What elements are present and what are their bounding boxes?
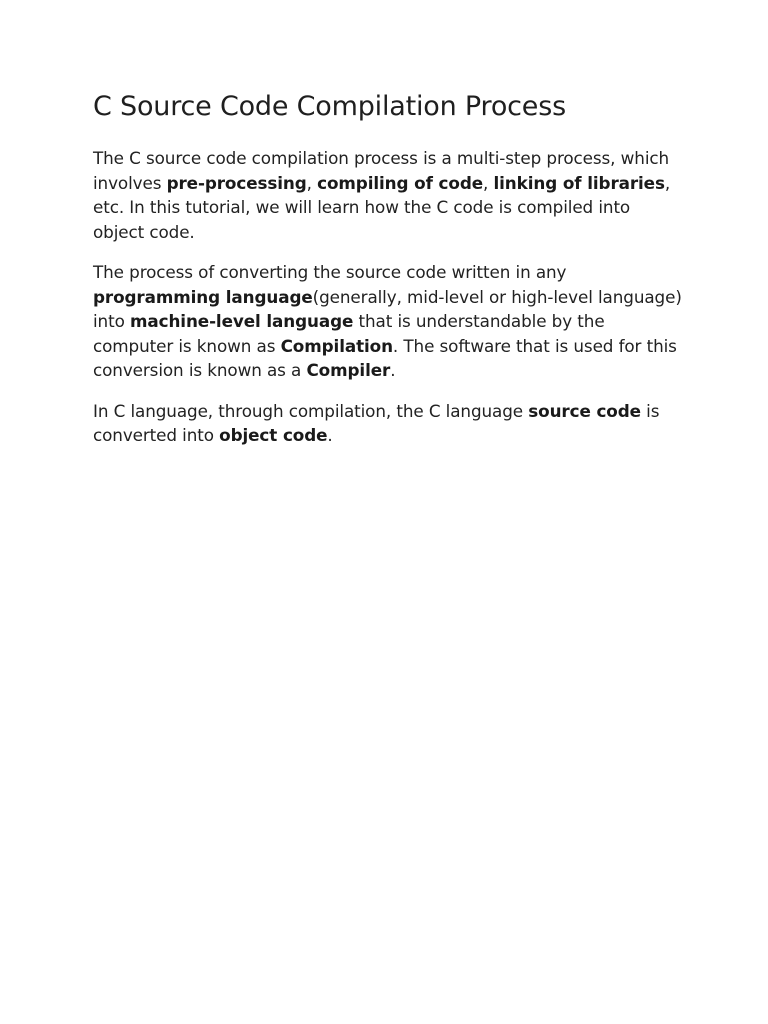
- text-segment: .: [390, 360, 396, 380]
- text-segment: is converted into: [93, 400, 660, 445]
- text-segment: In C language, through compilation, the C language: [93, 400, 529, 421]
- bold-term-machine-level-language: machine-level language: [129, 311, 354, 331]
- text-segment: that is understandable by the computer is known as: [93, 311, 605, 356]
- text-segment: .: [327, 425, 333, 445]
- bold-term-linking-of-libraries: linking of libraries: [493, 172, 665, 193]
- text-segment: The process of converting the source code written in any: [93, 262, 567, 282]
- document-page: [93, 88, 683, 464]
- page-title: C Source Code Compilation Process: [93, 91, 566, 122]
- bold-term-object-code: object code: [219, 425, 328, 445]
- bold-term-programming-language: programming language: [93, 286, 313, 307]
- bold-term-compiling-of-code: compiling of code: [317, 172, 484, 193]
- bold-term-source-code: source code: [528, 400, 641, 421]
- bold-term-compilation: Compilation: [280, 335, 393, 356]
- text-segment: , etc. In this tutorial, we will learn how the C code is compiled into object code.: [93, 172, 671, 242]
- text-segment: . The software that is used for this conversion is known as a: [93, 335, 677, 380]
- paragraph-definition: [93, 260, 683, 383]
- bold-term-pre-processing: pre-processing: [166, 172, 307, 193]
- text-segment: The C source code compilation process is a multi-step process, which involves: [93, 148, 670, 193]
- text-segment: ,: [483, 172, 494, 193]
- bold-term-compiler: Compiler: [306, 360, 391, 380]
- paragraph-intro: [93, 146, 683, 244]
- text-segment: (generally, mid-level or high-level language) into: [93, 286, 682, 331]
- paragraph-c-language: [93, 399, 683, 448]
- text-segment: ,: [306, 172, 318, 193]
